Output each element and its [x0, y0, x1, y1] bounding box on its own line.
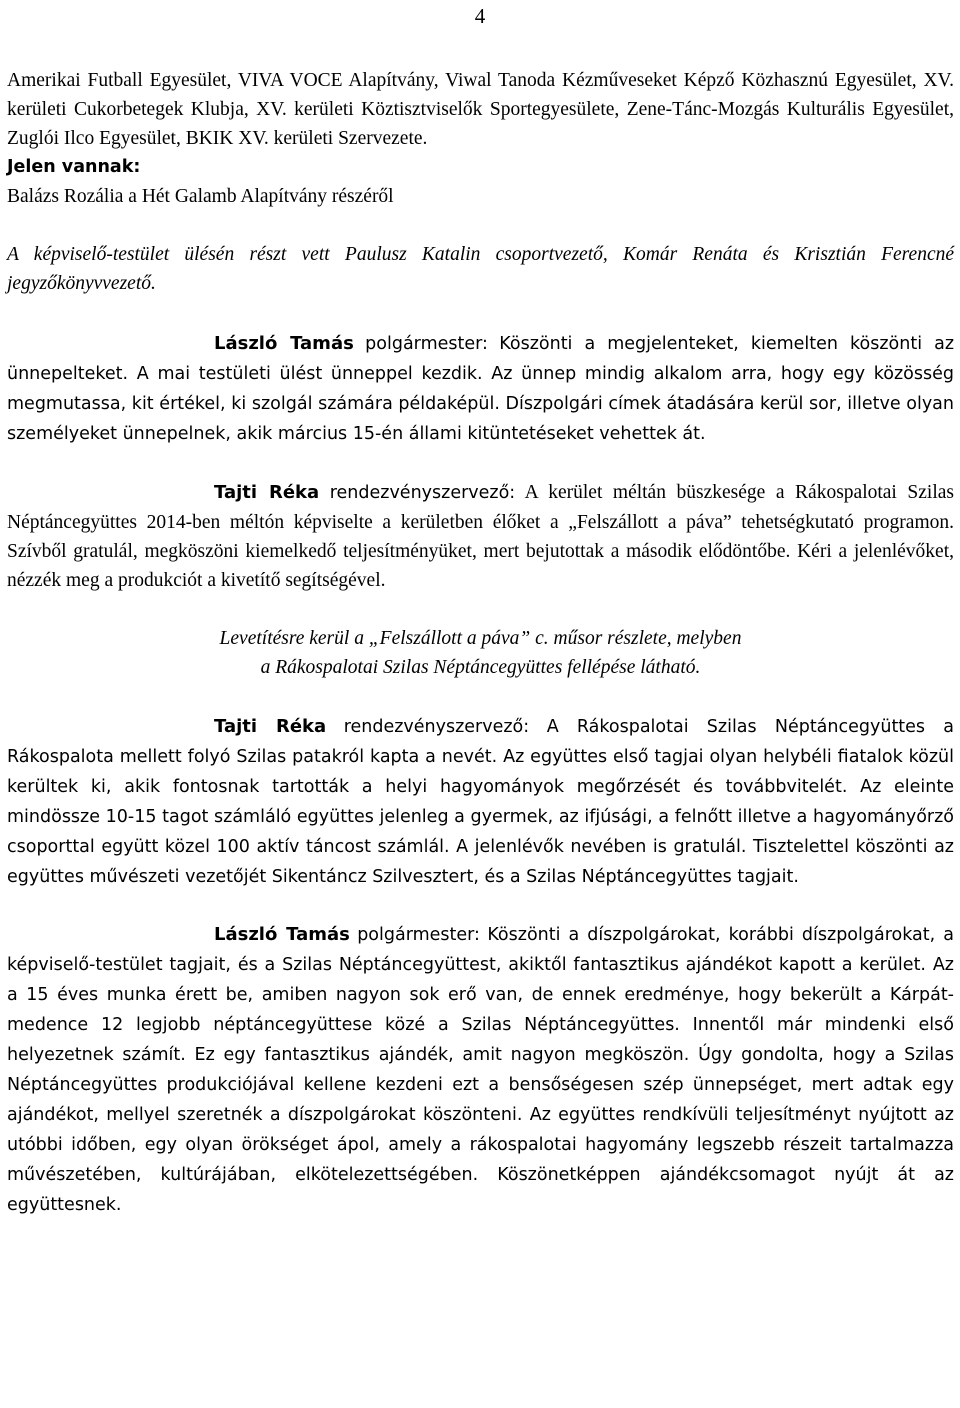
speech-paragraph: [7, 712, 954, 892]
document-body: [7, 66, 954, 1220]
speaker-name: László Tamás: [214, 333, 354, 354]
attendance-note: A képviselő-testület ülésén részt vett Paulusz Katalin csoportvezető, Komár Renáta és Krisztián Ferencné jegyzőkönyvvezető.: [7, 244, 954, 294]
speaker-name: Tajti Réka: [214, 482, 320, 503]
speech-paragraph: [7, 478, 954, 595]
present-heading: Jelen vannak:: [7, 157, 141, 177]
speaker-role: polgármester:: [365, 334, 488, 354]
speech-text: Köszönti a díszpolgárokat, korábbi díszpolgárokat, a képviselő-testület tagjait, és a Szilas Néptáncegyüttest, akiktől fantasztikus ajándékot kapott a kerület. Az a 15 éves munka érett be, amiben nagyon sok erő van, de ennek eredménye, hogy bekerült a Kárpát-medence 12 legjobb néptáncegyüttese közé a Szilas Néptáncegyüttes. Innentől már mindenki első helyezetnek számít. Ez egy fantasztikus ajándék, amit nagyon megköszön. Úgy gondolta, hogy a Szilas Néptáncegyüttes produkciójával kellene kezdeni ezt a bensőségesen szép ünnepséget, mert adtak egy ajándékot, mellyel szeretnék a díszpolgárokat köszönteni. Az együttes rendkívüli teljesítményt nyújtott az utóbbi időben, egy olyan örökséget ápol, amely a rákospalotai hagyomány legszebb részeit tartalmazza művészetében, kultúrájában, elkötelezettségében. Köszönetképpen ajándékcsomagot nyújt át az együttesnek.: [7, 925, 954, 1215]
speech-paragraph: [7, 329, 954, 449]
speaker-role: polgármester:: [357, 925, 480, 945]
screening-note: [7, 624, 954, 682]
speaker-role: rendezvényszervező:: [343, 717, 530, 737]
screening-note-line: a Rákospalotai Szilas Néptáncegyüttes fellépése látható.: [260, 657, 701, 678]
speaker-name: Tajti Réka: [214, 716, 327, 737]
organizations-paragraph: Amerikai Futball Egyesület, VIVA VOCE Alapítvány, Viwal Tanoda Kézműveseket Képző Közhasznú Egyesület, XV. kerületi Cukorbetegek Klubja, XV. kerületi Köztisztviselők Sportegyesülete, Zene-Tánc-Mozgás Kulturális Egyesület, Zuglói Ilco Egyesület, BKIK XV. kerületi Szervezete.: [7, 70, 954, 149]
present-text: Balázs Rozália a Hét Galamb Alapítvány részéről: [7, 186, 394, 207]
speaker-name: László Tamás: [214, 924, 350, 945]
page-number: 4: [474, 4, 486, 28]
speaker-role: rendezvényszervező:: [329, 483, 516, 503]
speech-text: A kerület méltán büszkesége a Rákospalotai Szilas Néptáncegyüttes 2014-ben méltón képviselte a kerületben élőket a „Felszállott a páva” tehetségkutató programon. Szívből gratulál, megköszöni kiemelkedő teljesítményüket, mert bejutottak a második elődöntőbe. Kéri a jelenlévőket, nézzék meg a produkciót a kivetítő segítségével.: [7, 482, 954, 591]
speech-text: Köszönti a megjelenteket, kiemelten köszönti az ünnepelteket. A mai testületi ülést ünneppel kezdik. Az ünnep mindig alkalom arra, hogy egy közösség megmutassa, kit értékel, ki szolgál számára példaképül. Díszpolgári címek átadására kerül sor, illetve olyan személyeket ünnepelnek, akik március 15-én állami kitüntetéseket vehettek át.: [7, 334, 955, 444]
speech-paragraph: [7, 920, 954, 1220]
screening-note-line: Levetítésre kerül a „Felszállott a páva” c. műsor részlete, melyben: [219, 628, 742, 649]
speech-text: A Rákospalotai Szilas Néptáncegyüttes a Rákospalota mellett folyó Szilas patakról kapta a nevét. Az együttes első tagjai olyan helybéli fiatalok közül kerültek ki, akik fontosnak tartották a helyi hagyományok megőrzését és továbbvitelét. Az eleinte mindössze 10-15 tagot számláló együttes jelenleg a gyermek, az ifjúsági, a felnőtt illetve a hagyományőrző csoporttal együtt közel 100 aktív táncost számlál. A jelenlévők nevében is gratulál. Tisztelettel köszönti az együttes művészeti vezetőjét Sikentáncz Szilvesztert, és a Szilas Néptáncegyüttes tagjait.: [7, 717, 954, 887]
